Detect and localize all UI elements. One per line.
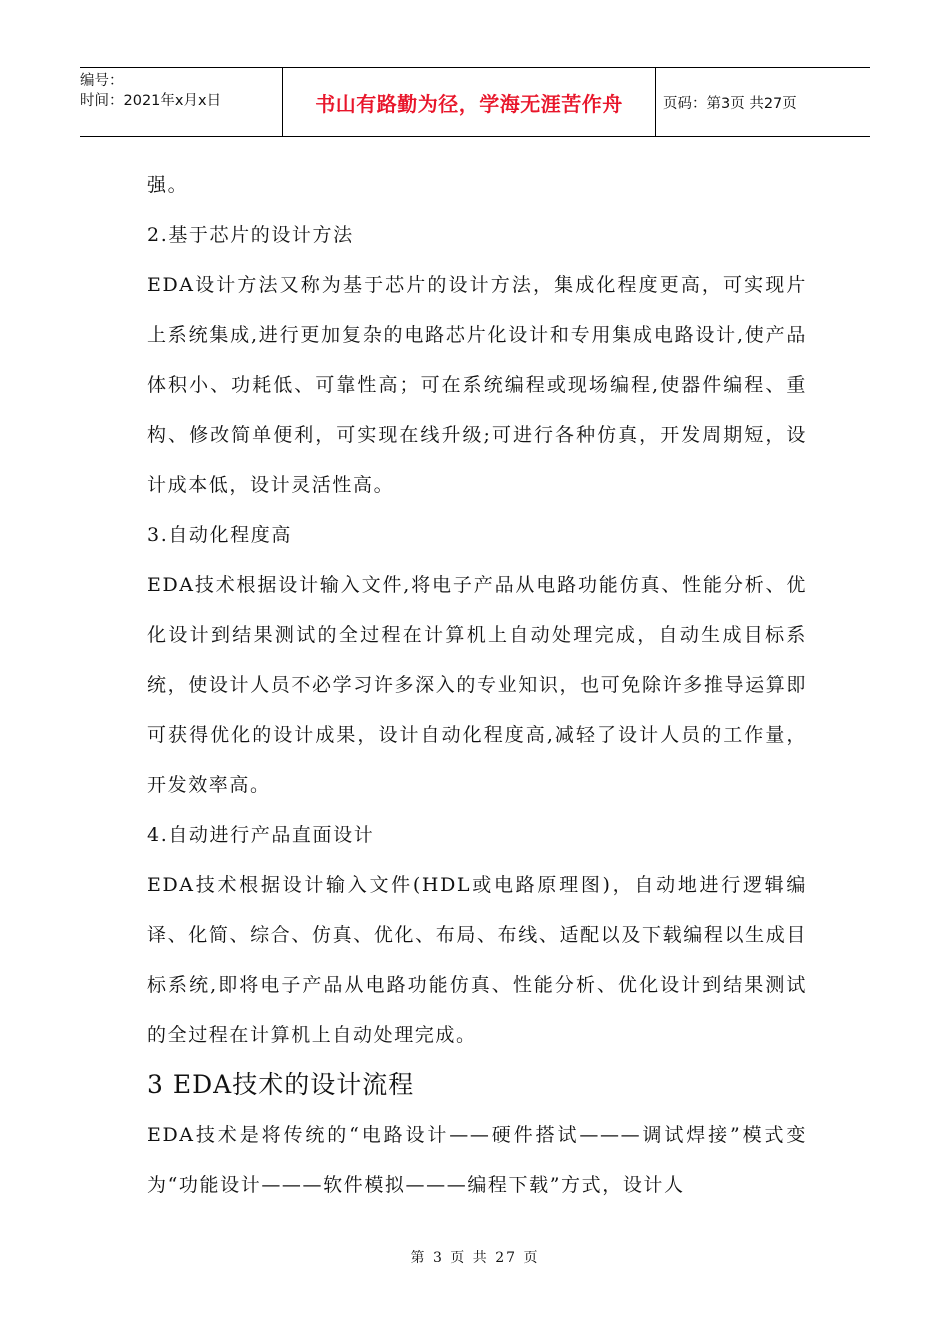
- section-title: 3 EDA技术的设计流程: [147, 1070, 415, 1099]
- header-meta: [80, 68, 280, 136]
- page-footer: 第 3 页 共 27 页: [410, 1250, 540, 1266]
- paragraph: EDA技术是将传统的“电路设计——硬件搭试———调试焊接”模式变为“功能设计———软件模拟———编程下载”方式，设计人: [147, 1124, 807, 1196]
- subheading: 4.自动进行产品直面设计: [147, 824, 375, 846]
- page-header: [80, 67, 870, 137]
- header-motto: 书山有路勤为径，学海无涯苦作舟: [282, 68, 656, 136]
- document-time-label: 时间：2021年x月x日: [80, 93, 222, 109]
- subheading: 3.自动化程度高: [147, 524, 292, 546]
- document-number-label: 编号：: [80, 73, 124, 89]
- document-body: [147, 160, 807, 1210]
- paragraph: EDA技术根据设计输入文件,将电子产品从电路功能仿真、性能分析、优化设计到结果测试的全过程在计算机上自动处理完成，自动生成目标系统，使设计人员不必学习许多深入的专业知识，也可免除许多推导运算即可获得优化的设计成果，设计自动化程度高,减轻了设计人员的工作量，开发效率高。: [147, 574, 807, 796]
- paragraph: EDA设计方法又称为基于芯片的设计方法，集成化程度更高，可实现片上系统集成,进行更加复杂的电路芯片化设计和专用集成电路设计,使产品体积小、功耗低、可靠性高；可在系统编程或现场编程,使器件编程、重构、修改简单便利，可实现在线升级;可进行各种仿真，开发周期短，设计成本低，设计灵活性高。: [147, 274, 807, 496]
- header-page-label: 页码：第3页 共27页: [663, 95, 797, 112]
- paragraph: EDA技术根据设计输入文件(HDL或电路原理图)，自动地进行逻辑编译、化简、综合、仿真、优化、布局、布线、适配以及下载编程以生成目标系统,即将电子产品从电路功能仿真、性能分析、优化设计到结果测试的全过程在计算机上自动处理完成。: [147, 874, 807, 1046]
- subheading: 2.基于芯片的设计方法: [147, 224, 354, 246]
- paragraph: 强。: [147, 174, 189, 196]
